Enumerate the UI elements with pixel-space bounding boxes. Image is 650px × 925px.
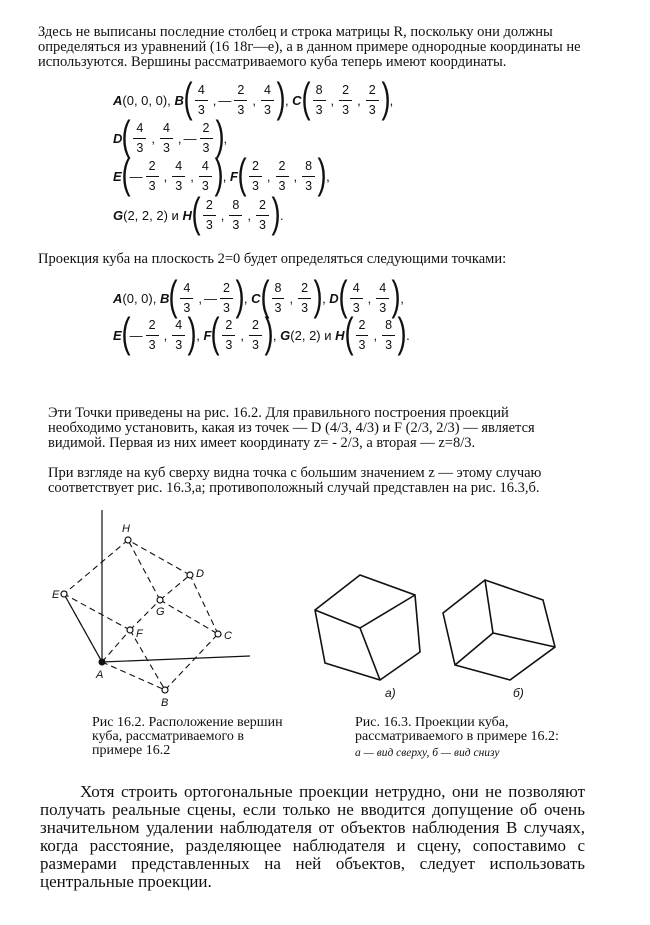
projection-row-2: E ( — $\frac{2}{3}$ , $\frac{4}{3}$ ) , F ( $\frac{2}{3}$ , $\frac{2}{3}$ ) , G (2, 2) и H ( $\frac{2}{3}$ , $\frac{8}{3}$ ) .: [113, 309, 410, 356]
caption-16-3-sub: а — вид сверху, б — вид снизу: [355, 747, 500, 759]
label-C: C: [292, 92, 302, 108]
label-B: B: [174, 92, 184, 108]
vertex-label-C: C: [224, 630, 232, 642]
vertex-label-A: A: [96, 669, 104, 681]
vertex-label-H: H: [122, 523, 130, 535]
cube-view-bottom: [443, 580, 555, 680]
vertices-row-2: D ( $\frac{4}{3}$ , $\frac{4}{3}$ , — $\frac{2}{3}$ ) ,: [113, 112, 228, 159]
label-H: H: [182, 207, 192, 223]
label-view-a: a): [385, 686, 396, 700]
cube-vertices: [61, 537, 221, 693]
projection-row-1: A (0, 0), B ( $\frac{4}{3}$ , — $\frac{2}{3}$ ) , C ( $\frac{8}{3}$ , $\frac{2}{3}$ ) , D ( $\frac{4}{3}$ , $\frac{4}{3}$ ) ,: [113, 272, 404, 319]
label-A: A: [113, 92, 123, 108]
label-D: D: [113, 130, 123, 146]
x-axis: [102, 656, 250, 662]
caption-16-3-main: Рис. 16.3. Проекции куба, рассматриваемого в примере 16.2:: [355, 715, 559, 744]
cube-view-top: [315, 575, 420, 680]
label-F: F: [230, 168, 238, 184]
intro-paragraph: Здесь не выписаны последние столбец и строка матрицы R, поскольку они должны определяться из уравнений (16 18г—е), а в данном примере однородные координаты не используются. Вершины рассматриваемого куба теперь имеют координаты.: [38, 24, 581, 70]
vertices-row-1: A (0, 0, 0), B ( $\frac{4}{3}$ , — $\frac{2}{3}$ , $\frac{4}{3}$ ) , C ( $\frac{8}{3}$ , $\frac{2}{3}$ , $\frac{2}{3}$ ) ,: [113, 74, 394, 121]
figure-16-2: [40, 500, 300, 710]
coords-G: (2, 2, 2): [123, 207, 168, 223]
coords-A: (0, 0, 0),: [122, 92, 171, 108]
closing-paragraph: Хотя строить ортогональные проекции нетрудно, они не позволяют получать реальные сцены, если только не вводится допущение об очень значительном удалении наблюдателя от объектов наблюдения В случаях, когда расстояние, разделяющее наблюдателя и сцену, сопоставимо с размерами представленных на ней объектов, следует использовать центральные проекции.: [40, 782, 585, 891]
vertex-label-G: G: [156, 606, 165, 618]
vertex-label-D: D: [196, 568, 204, 580]
vertices-row-4: G (2, 2, 2) и H ( $\frac{2}{3}$ , $\frac{8}{3}$ , $\frac{2}{3}$ ) .: [113, 189, 284, 236]
vertex-label-E: E: [52, 589, 60, 601]
cube-edges: [64, 540, 218, 690]
vertex-label-B: B: [161, 697, 169, 709]
caption-16-2: Рис 16.2. Расположение вершин куба, рассматриваемого в примере 16.2: [92, 715, 283, 758]
label-E: E: [113, 168, 122, 184]
label-G: G: [113, 207, 124, 223]
vertices-row-3: E ( — $\frac{2}{3}$ , $\frac{4}{3}$ , $\frac{4}{3}$ ) , F ( $\frac{2}{3}$ , $\frac{2}{3}$ , $\frac{8}{3}$ ) ,: [113, 150, 330, 197]
vertex-label-F: F: [136, 628, 143, 640]
view-paragraph: При взгляде на куб сверху видна точка с большим значением z — этому случаю соответствует рис. 16.3,а; противоположный случай представлен на рис. 16.3,б.: [48, 465, 542, 496]
projection-intro: Проекция куба на плоскость 2=0 будет определяться следующими точками:: [38, 251, 507, 267]
figure-16-3: [305, 555, 575, 705]
label-view-b: б): [513, 686, 524, 700]
origin-vertex: [99, 659, 106, 666]
points-paragraph: Эти Точки приведены на рис. 16.2. Для правильного построения проекций необходимо установить, какая из точек — D (4/3, 4/3) и F (2/3, 2/3) — является видимой. Первая из них имеет координату z= - 2/3, а вторая — z=8/3.: [48, 405, 535, 451]
caption-16-3: [355, 716, 610, 760]
